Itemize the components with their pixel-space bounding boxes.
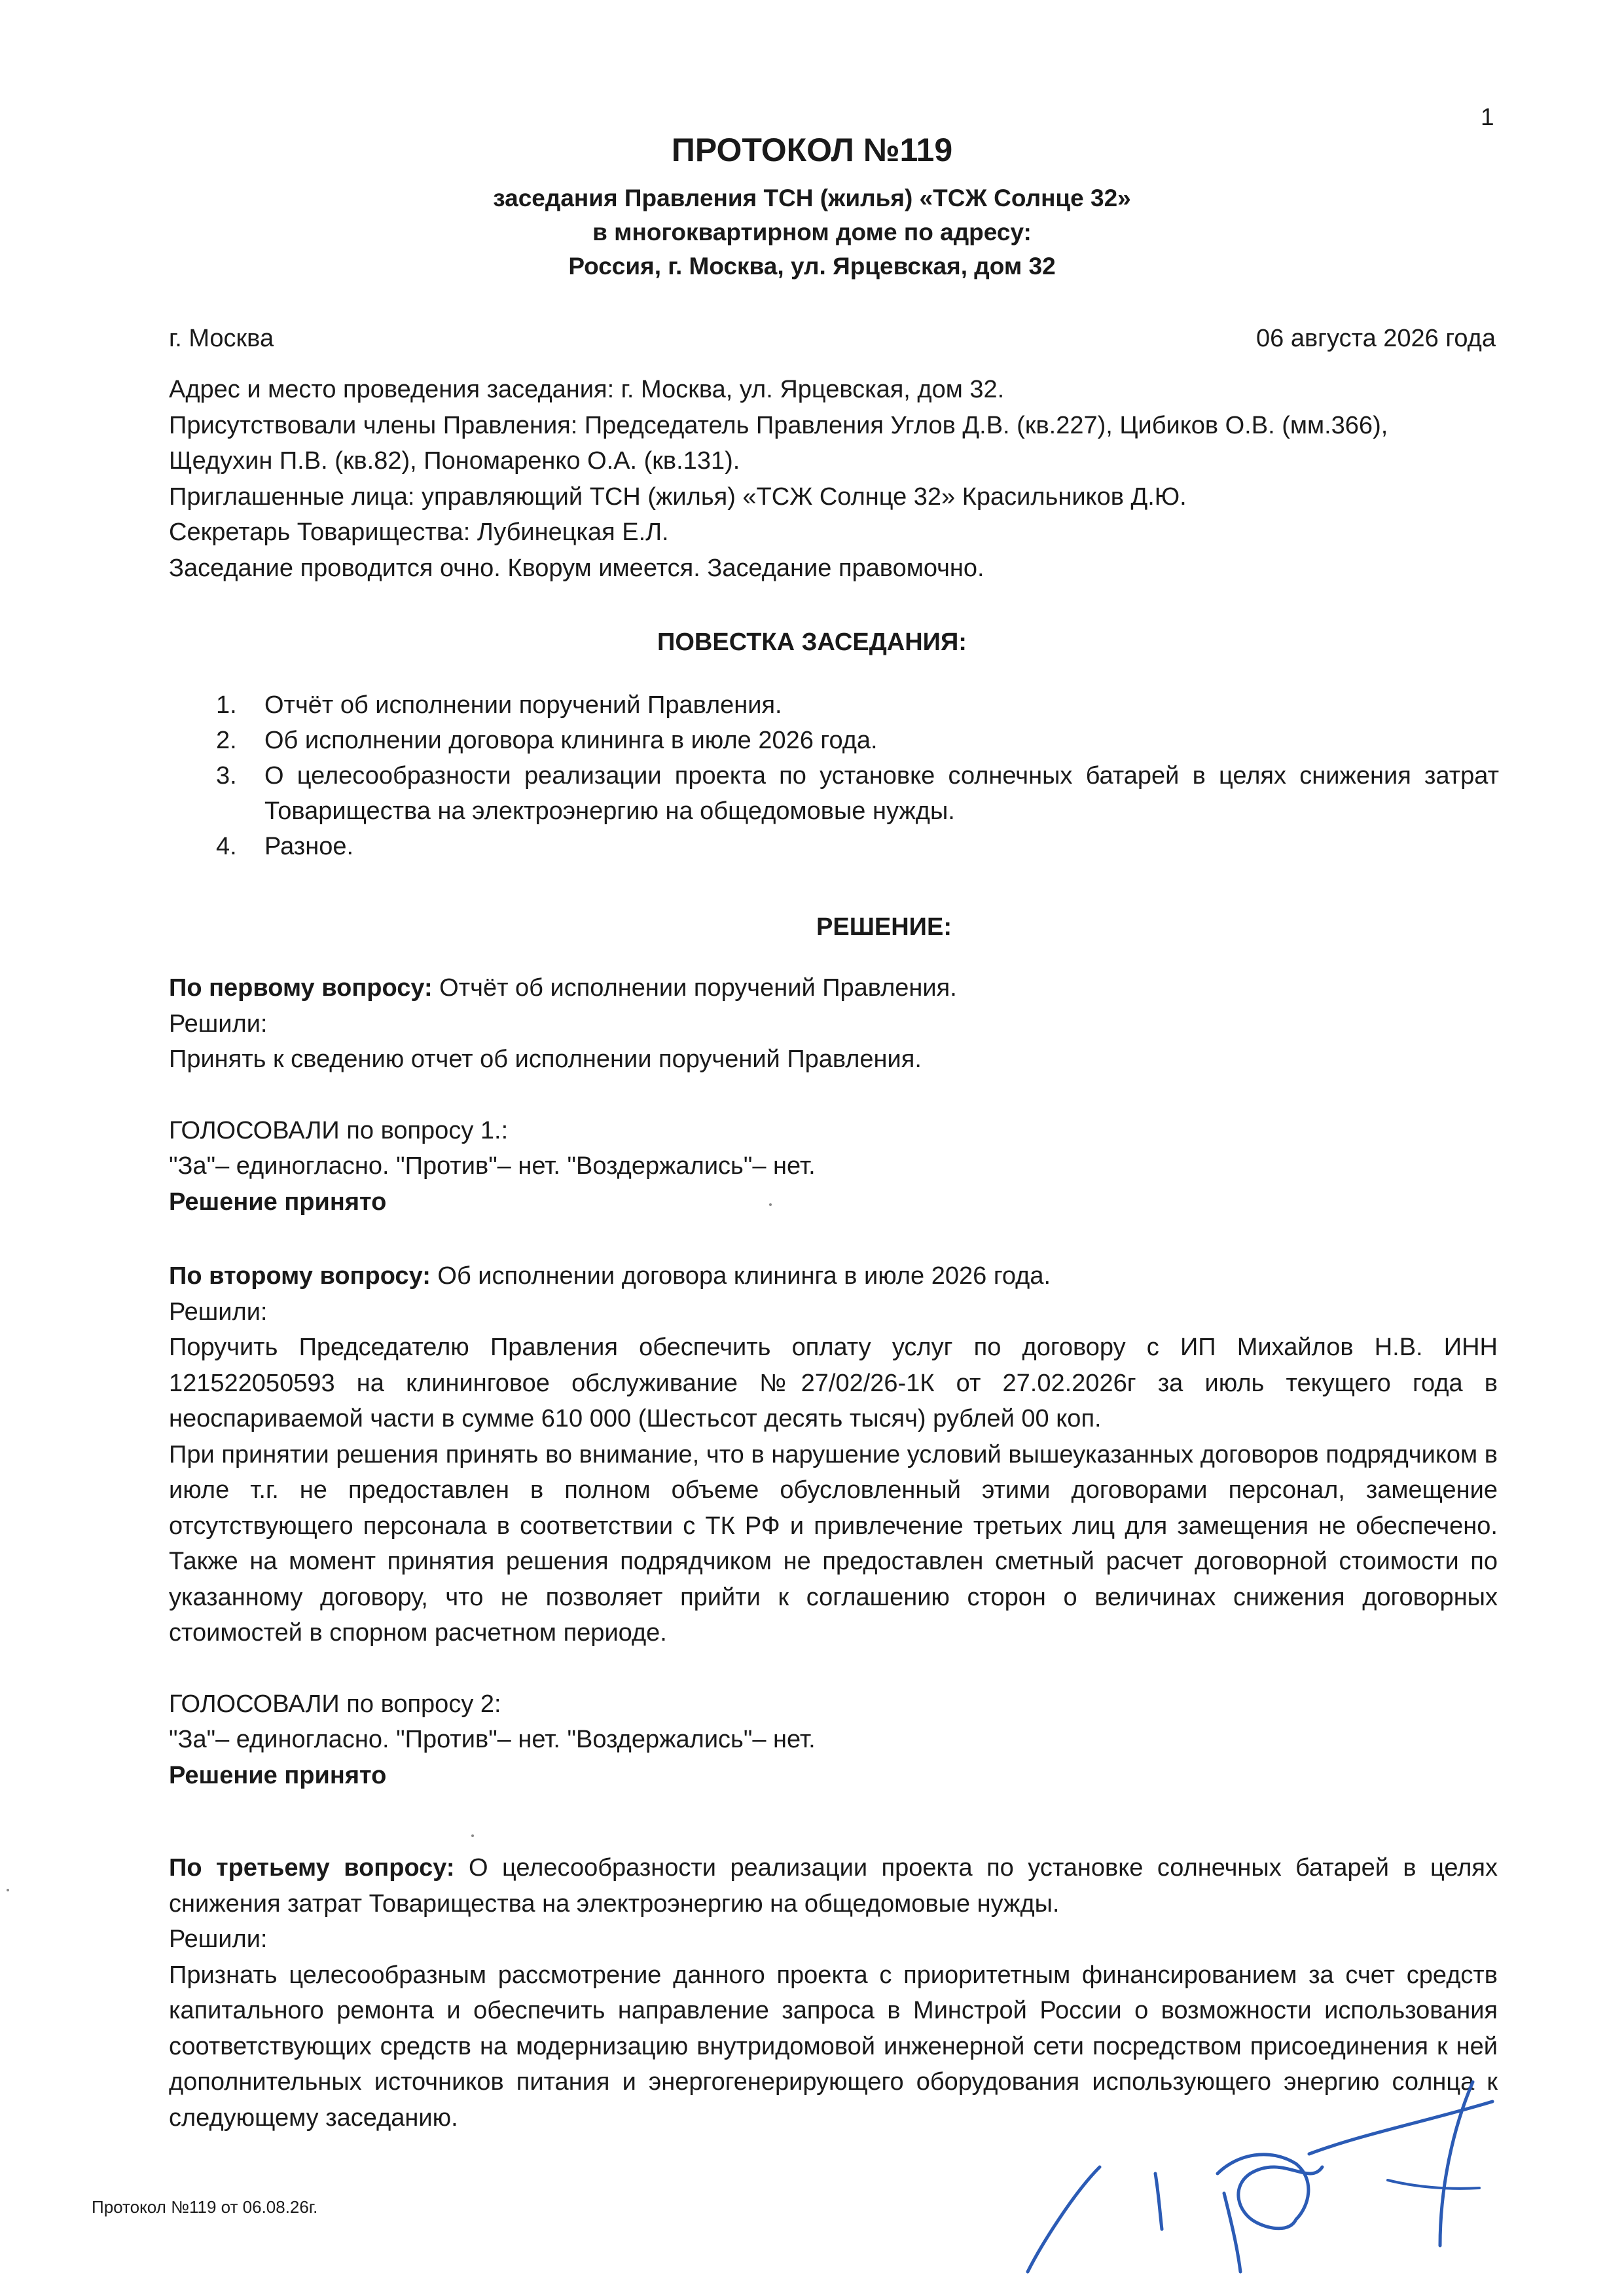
info-attendees: Присутствовали члены Правления: Председатель Правления Углов Д.В. (кв.227), Цибиков О.В. (мм.366), Щедухин П.В. (кв.82), Пономаренко О.А. (кв.131). [169,411,1388,475]
question-1-result [169,1184,1498,1220]
agenda-heading: ПОВЕСТКА ЗАСЕДАНИЯ: [657,629,967,656]
meeting-date: 06 августа 2026 года [1256,325,1496,352]
info-quorum: Заседание проводится очно. Кворум имеется. Заседание правомочно. [169,554,984,582]
question-1-result-text: Решение принято [169,1188,387,1216]
page-number: 1 [1481,103,1494,130]
meeting-place: г. Москва [169,325,274,352]
question-1-topic: Отчёт об исполнении поручений Правления. [432,974,957,1002]
document-footer: Протокол №119 от 06.08.26г. [92,2197,318,2217]
document-address: Россия, г. Москва, ул. Ярцевская, дом 32 [568,253,1056,280]
document-subtitle: заседания Правления ТСН (жилья) «ТСЖ Солнце 32» [493,185,1131,211]
agenda-item [216,829,1499,864]
question-2-result [169,1758,1498,1794]
question-3-resolved: Решили: [169,1925,268,1953]
question-2-label: По второму вопросу: [169,1262,431,1290]
question-3-label: По третьему вопросу: [169,1854,455,1882]
question-2-section [169,1258,1498,1793]
question-3-topic: О целесообразности реализации проекта по установке солнечных батарей в целях снижения затрат Товарищества на электроэнергию на общедомовые нужды. [169,1854,1498,1918]
document-title: ПРОТОКОЛ №119 [671,132,953,168]
question-2-topic: Об исполнении договора клининга в июле 2026 года. [430,1262,1051,1290]
agenda-item-text: Разное. [264,833,354,860]
document-subtitle: в многоквартирном доме по адресу: [592,219,1032,246]
agenda-item [216,723,1499,758]
agenda-item-number: 2. [216,727,237,754]
question-2-title [169,1258,1498,1294]
question-2-resolved: Решили: [169,1298,268,1326]
info-address: Адрес и место проведения заседания: г. Москва, ул. Ярцевская, дом 32. [169,376,1005,403]
agenda-item [216,758,1499,829]
signature-stroke [1218,2155,1322,2229]
agenda-item [216,687,1499,723]
agenda-item-number: 3. [216,762,237,790]
question-2-vote: "За"– единогласно. "Против"– нет. "Воздержались"– нет. [169,1726,816,1753]
signature-stroke [1388,2180,1479,2189]
signature-stroke [1224,2193,1240,2272]
question-1-text: Принять к сведению отчет об исполнении поручений Правления. [169,1046,922,1073]
agenda-item-text: Отчёт об исполнении поручений Правления. [264,691,782,719]
info-invited: Приглашенные лица: управляющий ТСН (жилья) «ТСЖ Солнце 32» Красильников Д.Ю. [169,483,1187,511]
question-1-resolved: Решили: [169,1010,268,1038]
signature-stroke [1028,2167,1100,2272]
question-1-section [169,970,1498,1220]
agenda-item-number: 4. [216,833,237,860]
question-2-text-2: При принятии решения принять во внимание, что в нарушение условий вышеуказанных договоров подрядчиком в июле т.г. не предоставлен в полном объеме обусловленный этими договорами персонал, замещение отсутствующего персонала в соответствии с ТК РФ и привлечение третьих лиц для замещения не обеспечено. Также на момент принятия решения подрядчиком не предоставлен сметный расчет договорной стоимости по указанному договору, что не позволяет прийти к соглашению сторон о величинах снижения договорных стоимостей в спорном расчетном периоде. [169,1440,1498,1647]
agenda-item-text: О целесообразности реализации проекта по установке солнечных батарей в целях снижения затрат Товарищества на электроэнергию на общедомовые нужды. [264,762,1499,825]
question-2-text-1: Поручить Председателю Правления обеспечить оплату услуг по договору с ИП Михайлов Н.В. ИНН 121522050593 на клининговое обслуживание №27/02/26-1К от 27.02.2026г за июль текущего года в неоспариваемой части в сумме 610 000 (Шестьсот десять тысяч) рублей 00 коп. [169,1334,1498,1432]
question-3-text: Признать целесообразным рассмотрение данного проекта с приоритетным финансированием за счет средств капитального ремонта и обеспечить направление запроса в Минстрой России о возможности использования соответствующих средств на модернизацию внутридомовой инженерной сети посредством присоединения к ней дополнительных источников питания и энергогенерирующего оборудования использующего энергию солнца к следующему заседанию. [169,1961,1498,2132]
decision-heading: РЕШЕНИЕ: [816,913,952,941]
question-1-vote: "За"– единогласно. "Против"– нет. "Воздержались"– нет. [169,1152,816,1180]
question-2-vote-heading: ГОЛОСОВАЛИ по вопросу 2: [169,1690,501,1718]
question-3-title [169,1850,1498,1922]
question-1-vote-heading: ГОЛОСОВАЛИ по вопросу 1.: [169,1116,509,1144]
question-1-title [169,970,1498,1006]
agenda-item-number: 1. [216,691,237,719]
agenda-list [216,687,1499,864]
question-2-result-text: Решение принято [169,1761,387,1789]
signature-stroke [1155,2174,1162,2229]
signature-stroke [1440,2082,1473,2246]
meeting-info [169,372,1498,586]
signature [1021,2075,1519,2285]
signature-stroke [1309,2102,1492,2154]
agenda-item-text: Об исполнении договора клининга в июле 2026 года. [264,727,878,754]
info-secretary: Секретарь Товарищества: Лубинецкая Е.Л. [169,519,669,546]
question-1-label: По первому вопросу: [169,974,433,1002]
